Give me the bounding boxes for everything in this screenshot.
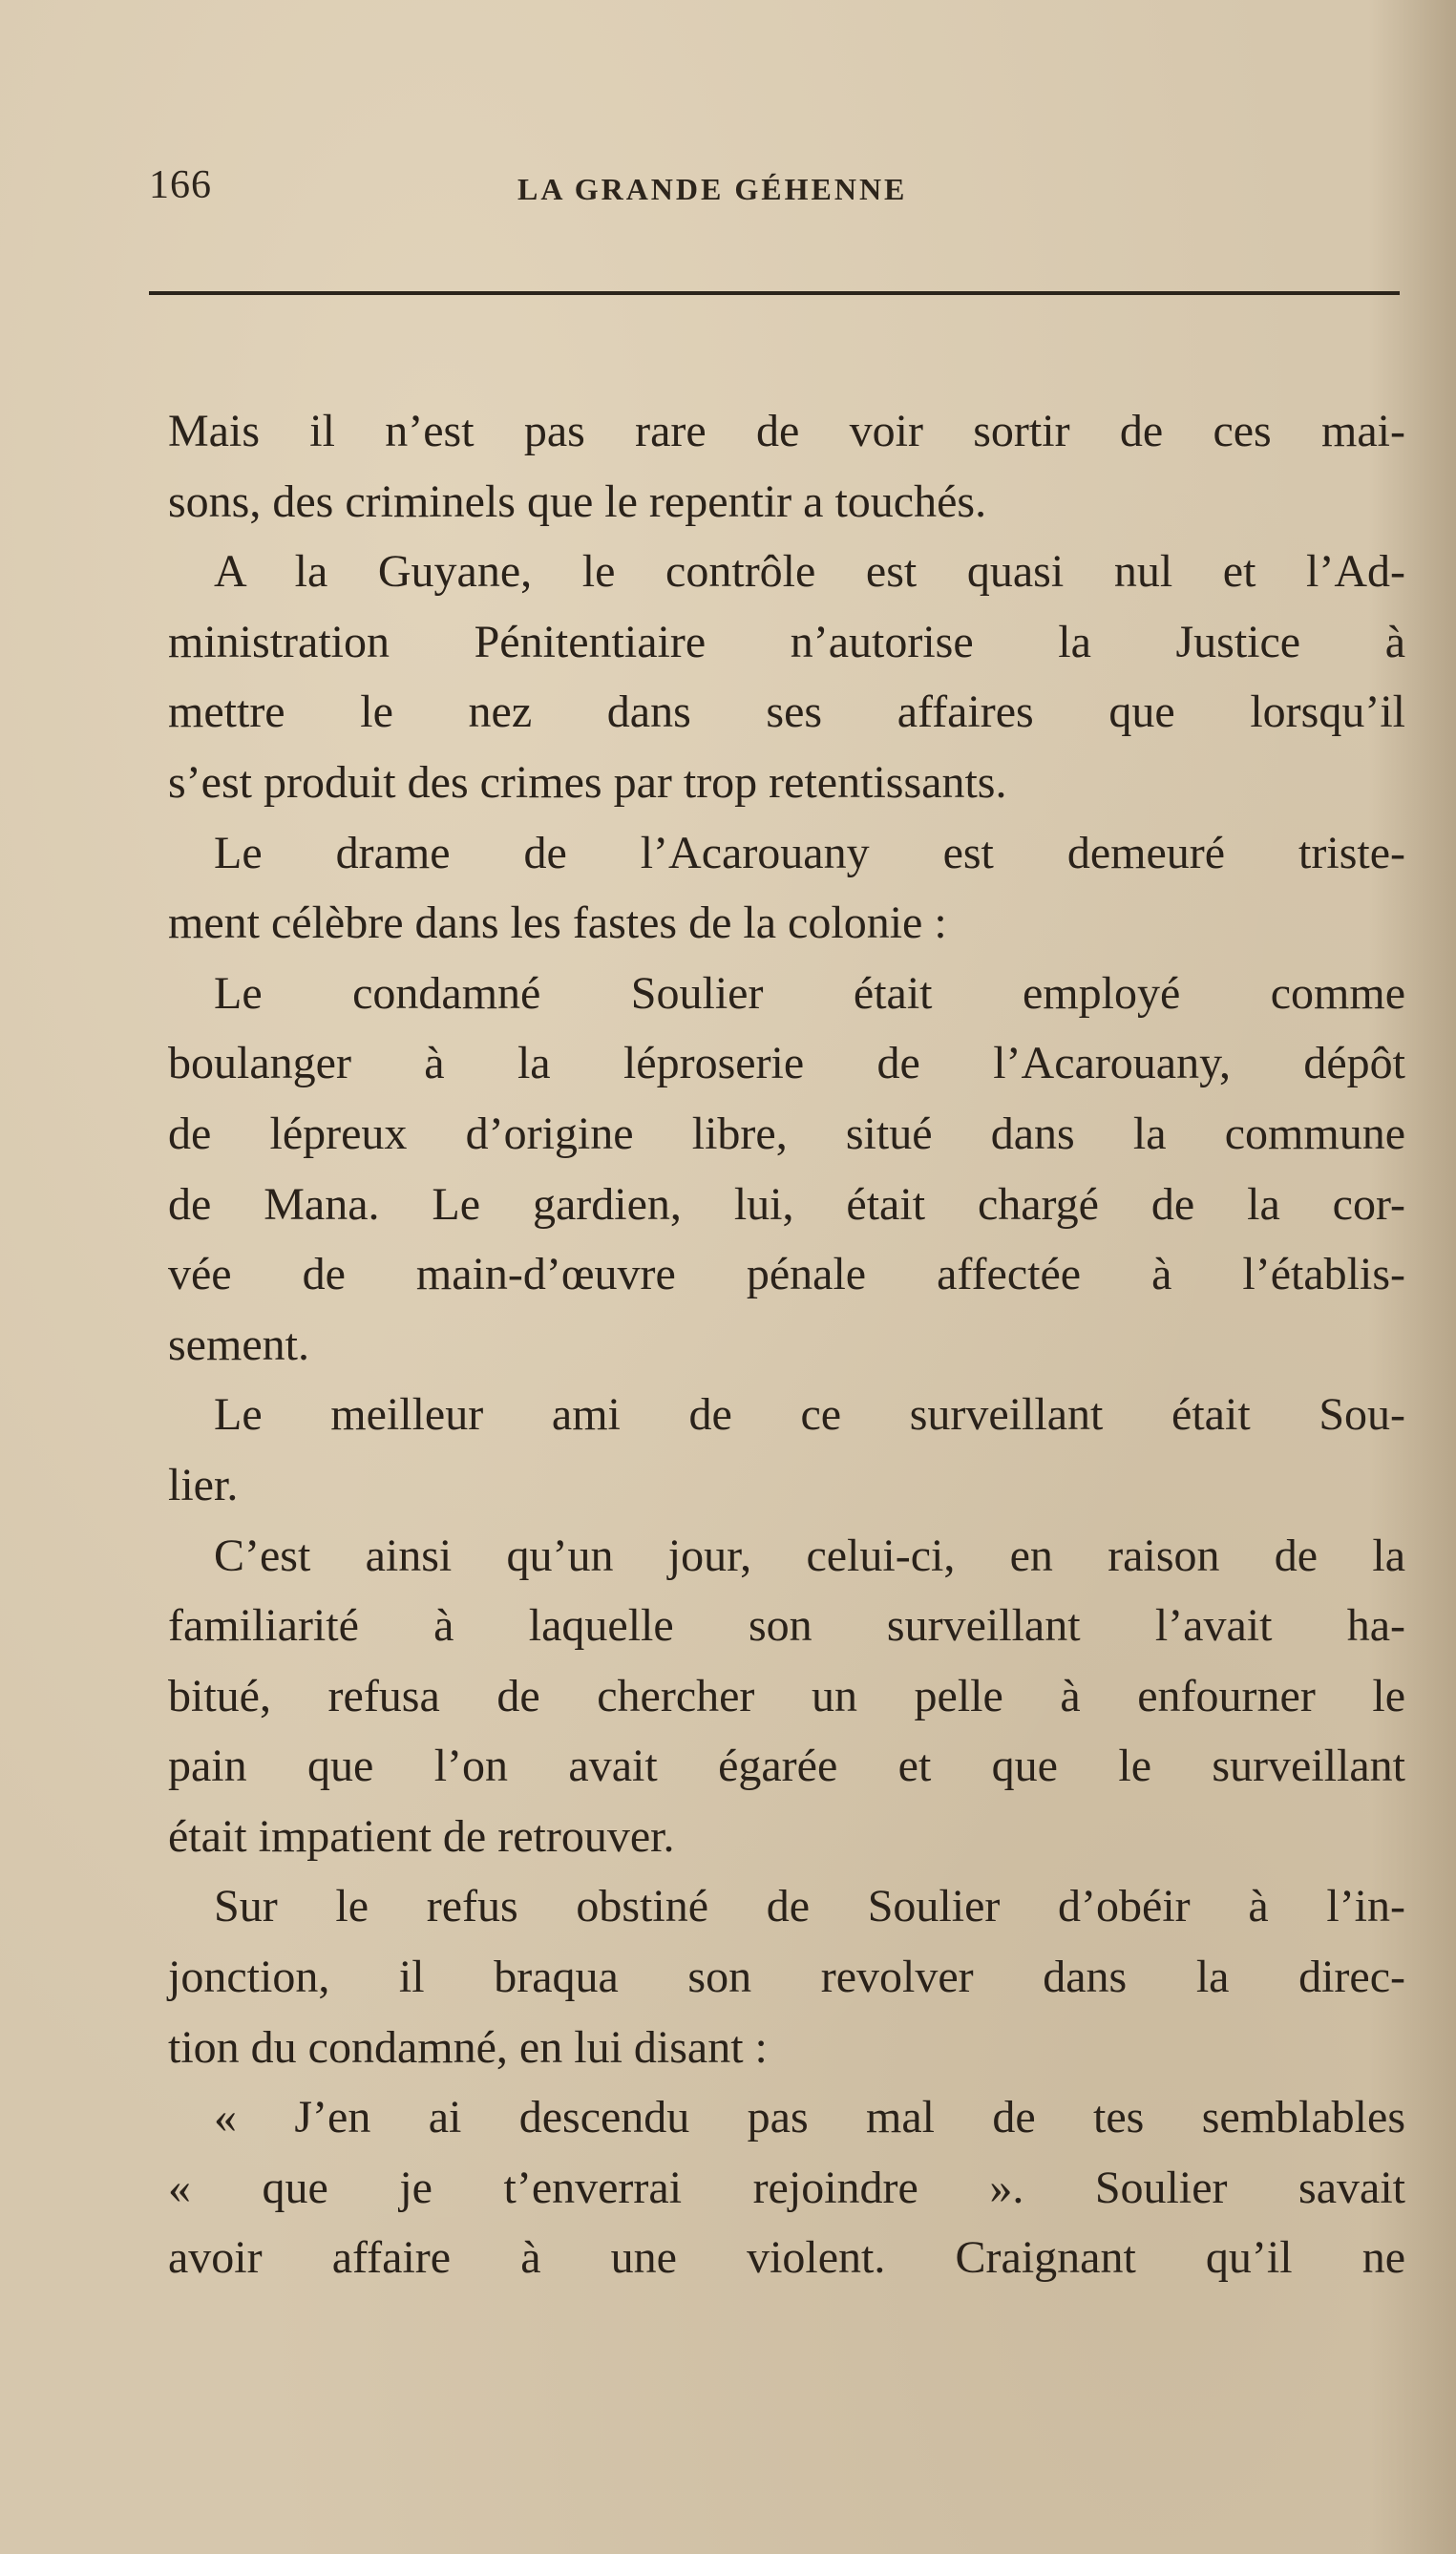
- text-line: ment célèbre dans les fastes de la colonie :: [168, 897, 947, 949]
- text-line: lier.: [168, 1459, 239, 1510]
- text-line: était impatient de retrouver.: [168, 1810, 675, 1862]
- text-line: bitué, refusa de chercher un pelle à enfourner le: [168, 1670, 1405, 1721]
- text-line: boulanger à la léproserie de l’Acarouany, dépôt: [168, 1038, 1405, 1089]
- text-line: Le drame de l’Acarouany est demeuré triste-: [214, 827, 1405, 878]
- text-line: jonction, il braqua son revolver dans la direc-: [168, 1952, 1405, 2003]
- text-line: s’est produit des crimes par trop retentissants.: [168, 756, 1007, 808]
- text-line: « que je t’enverrai rejoindre ». Soulier savait: [168, 2162, 1405, 2213]
- page-header: [149, 162, 1400, 220]
- text-line: Le condamné Soulier était employé comme: [214, 967, 1405, 1019]
- text-line: ministration Pénitentiaire n’autorise la Justice à: [168, 616, 1405, 667]
- running-title: LA GRANDE GÉHENNE: [517, 172, 908, 206]
- text-line: mettre le nez dans ses affaires que lorsqu’il: [168, 686, 1405, 738]
- text-line: sons, des criminels que le repentir a touchés.: [168, 475, 987, 527]
- text-line: « J’en ai descendu pas mal de tes semblables: [214, 2092, 1405, 2143]
- text-line: A la Guyane, le contrôle est quasi nul et l’Ad-: [214, 546, 1405, 598]
- text-line: vée de main-d’œuvre pénale affectée à l’établis-: [168, 1249, 1405, 1300]
- header-rule: [149, 291, 1400, 295]
- text-line: Sur le refus obstiné de Soulier d’obéir à l’in-: [214, 1881, 1405, 1932]
- text-line: pain que l’on avait égarée et que le surveillant: [168, 1741, 1405, 1792]
- text-line: sement.: [168, 1319, 309, 1370]
- page-number: 166: [149, 163, 212, 207]
- text-line: avoir affaire à une violent. Craignant qu’il ne: [168, 2232, 1405, 2284]
- text-line: de lépreux d’origine libre, situé dans la commune: [168, 1108, 1405, 1159]
- text-line: Le meilleur ami de ce surveillant était Sou-: [214, 1389, 1405, 1441]
- text-line: C’est ainsi qu’un jour, celui-ci, en raison de la: [214, 1530, 1405, 1581]
- text-line: familiarité à laquelle son surveillant l’avait ha-: [168, 1600, 1405, 1652]
- text-line: de Mana. Le gardien, lui, était chargé de la cor-: [168, 1178, 1405, 1230]
- text-line: Mais il n’est pas rare de voir sortir de ces mai-: [168, 406, 1405, 456]
- body-text: [168, 396, 1405, 2293]
- text-line: tion du condamné, en lui disant :: [168, 2021, 768, 2073]
